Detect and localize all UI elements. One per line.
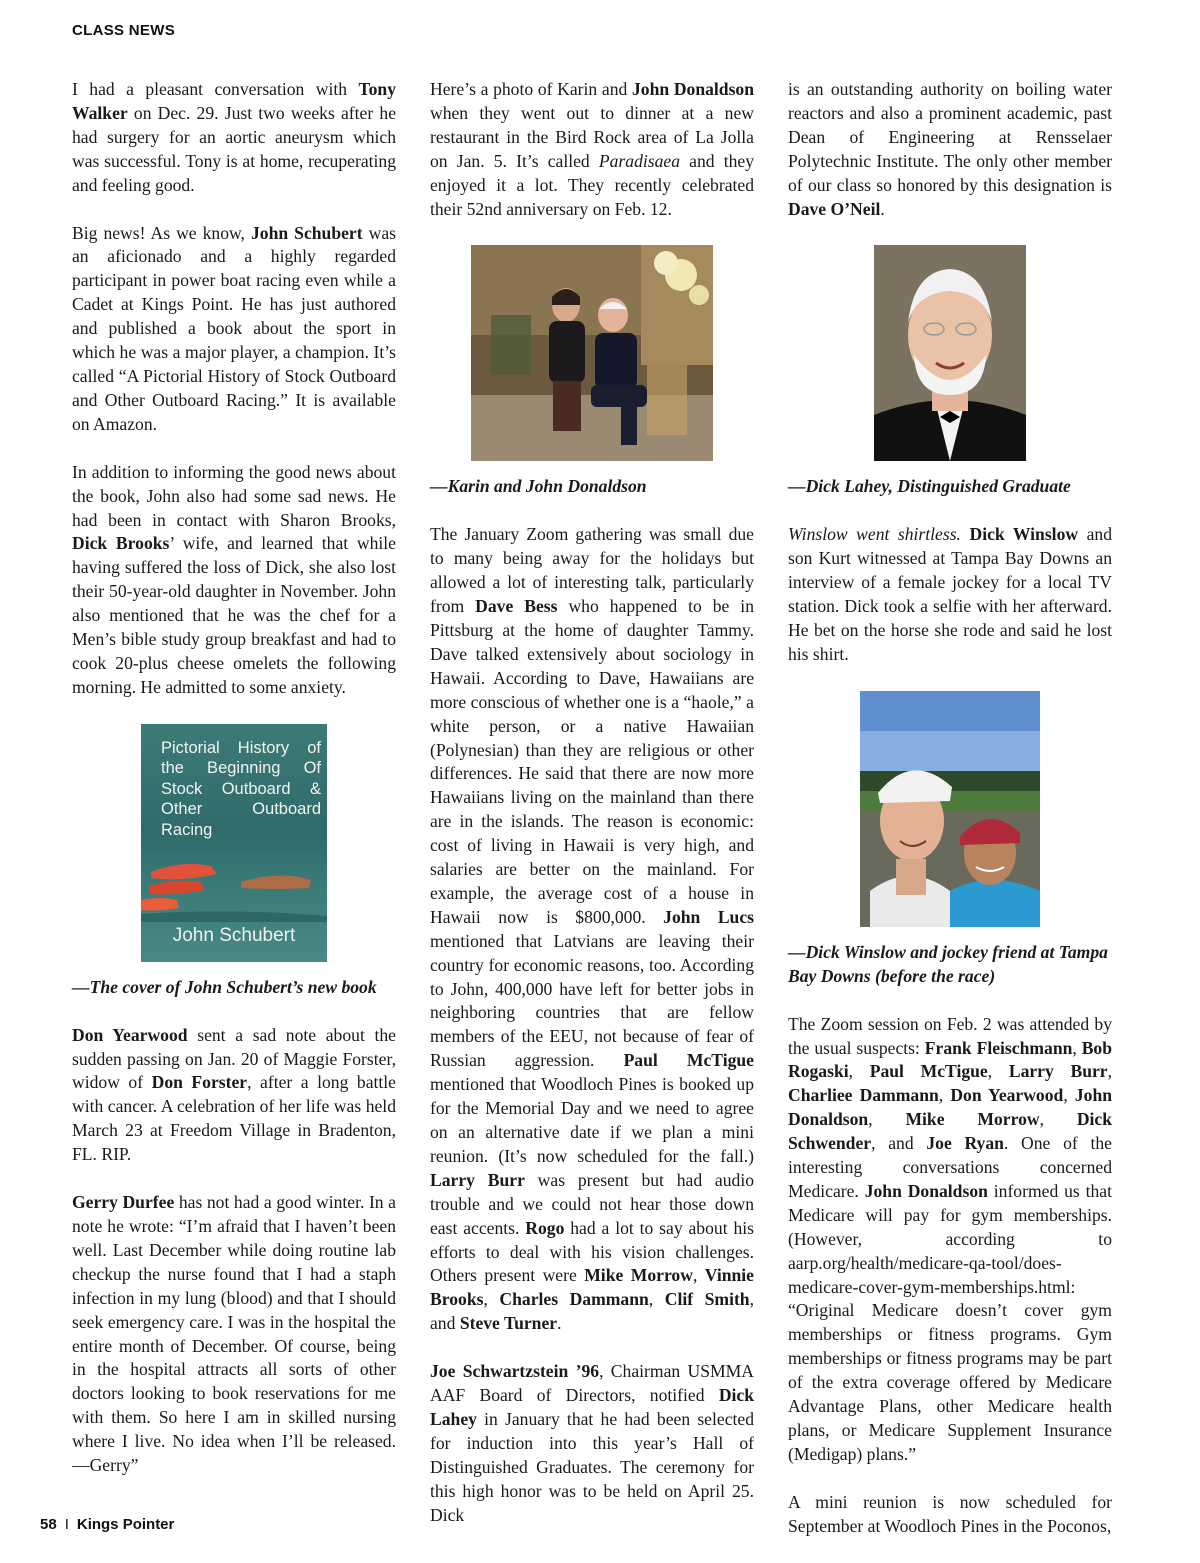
paragraph-winslow: Winslow went shirtless. Dick Winslow and son Kurt witnessed at Tampa Bay Downs an interview of a female jockey for a local TV station. Dick took a selfie with her afterward. He bet on the horse she rode and said he lost his shirt. [788, 524, 1112, 664]
page-number: 58 [40, 1516, 57, 1533]
column-1 [72, 78, 396, 1502]
paragraph-schubert-book: Big news! As we know, John Schubert was an aficionado and a highly regarded participant in power boat racing even while a Cadet at Kings Point. He has just authored and published a book about the sport in which he was a major player, a champion. It’s called “A Pictorial History of Stock Outboard and Other Outboard Racing.” It is available on Amazon. [72, 222, 396, 434]
paragraph-donaldson: Here’s a photo of Karin and John Donaldson when they went out to dinner at a new restaurant in the Bird Rock area of La Jolla on Jan. 5. It’s called Paradisaea and they enjoyed it a lot. They recently celebrated their 52nd anniversary on Feb. 12. [430, 79, 755, 219]
caption-donaldson: —Karin and John Donaldson [430, 476, 647, 497]
paragraph-schwartzstein: Joe Schwartzstein ’96, Chairman USMMA AAF Board of Directors, notified Dick Lahey in January that he had been selected for induction into this year’s Hall of Distinguished Graduates. The ceremony for this high honor was to be held on April 25. Dick [430, 1361, 755, 1525]
winslow-jockey-photo [860, 691, 1040, 927]
paragraph-lahey-bio: is an outstanding authority on boiling water reactors and also a prominent academic, past Dean of Engineering at Rensselaer Polytechnic Institute. The only other member of our class so honored by this designation is Dave O’Neil. [788, 79, 1112, 219]
paragraph-durfee: Gerry Durfee has not had a good winter. In a note he wrote: “I’m afraid that I haven’t been well. Last December while doing routine lab checkup the nurse found that I had a staph infection in my lung (blood) and that I should seek emergency care. I was in the hospital the entire month of December. Of course, being in the hospital attracts all sorts of other doctors looking to book reservations for me with them. So here I am in skilled nursing where I live. No idea when I’ll be released. —Gerry” [72, 1192, 396, 1476]
dick-lahey-photo [874, 245, 1026, 461]
section-heading: CLASS NEWS [72, 22, 176, 39]
column-2 [430, 78, 754, 1552]
paragraph-yearwood: Don Yearwood sent a sad note about the sudden passing on Jan. 20 of Maggie Forster, widow of Don Forster, after a long battle with cancer. A celebration of her life was held March 23 at Freedom Village in Bradenton, FL. RIP. [72, 1024, 396, 1165]
caption-book: —The cover of John Schubert’s new book [72, 976, 377, 997]
paragraph-tony-walker: I had a pleasant conversation with Tony Walker on Dec. 29. Just two weeks after he had surgery for an aortic aneurysm which was successful. Tony is at home, recuperating and feeling good. [72, 79, 396, 195]
footer-separator: I [64, 1516, 69, 1533]
paragraph-january-zoom: The January Zoom gathering was small due to many being away for the holidays but allowed a lot of interesting talk, particularly from Dave Bess who happened to be in Pittsburg at the home of daughter Tammy. Dave talked extensively about sociology in Hawaii. According to Dave, Hawaiians are more conscious of whether one is a “haole,” a white person, or a native Hawaiian (Polynesian) than they are religious or other differences. He said that there are now more Hawaiians living on the mainland than there are in the islands. The reason is economic: cost of living in Hawaii is very high, and salaries are better on the mainland. For example, the average cost of a house in Hawaii now is $800,000. John Lucs mentioned that Latvians are leaving their country for economic reasons, too. According to John, 400,000 have left for better jobs in neighboring countries that are fellow members of the EEU, not because of fear of Russian aggression. Paul McTigue mentioned that Woodloch Pines is booked up for the Memorial Day and we need to agree on an alternative date if we plan a mini reunion. (It’s now scheduled for the fall.) Larry Burr was present but had audio trouble and we could not hear those down east accents. Rogo had a lot to say about his efforts to deal with his vision challenges. Others present were Mike Morrow, Vinnie Brooks, Charles Dammann, Clif Smith, and Steve Turner. [430, 524, 755, 1334]
column-3 [788, 78, 1112, 1563]
karin-john-photo [471, 245, 713, 461]
book-author: John Schubert [172, 924, 296, 946]
paragraph-mini-reunion: A mini reunion is now scheduled for September at Woodloch Pines in the Poconos, [788, 1491, 1112, 1536]
magazine-name: Kings Pointer [76, 1516, 175, 1533]
boats-illustration [141, 852, 327, 922]
book-title: Pictorial History of the Beginning Of Stock Outboard & Other Outboard Racing [161, 738, 321, 839]
paragraph-feb-zoom: The Zoom session on Feb. 2 was attended by the usual suspects: Frank Fleischmann, Bob Rogaski, Paul McTigue, Larry Burr, Charliee Dammann, Don Yearwood, John Donaldson, Mike Morrow, Dick Schwender, and Joe Ryan. One of the interesting conversations concerned Medicare. John Donaldson informed us that Medicare will pay for gym memberships. (However, according to aarp.org/health/medicare-qa-tool/does-medicare-cover-gym-memberships.html: “Original Medicare doesn’t cover gym memberships or fitness programs. Gym memberships or fitness programs may be part of the extra coverage offered by Medicare Advantage Plans, other Medicare health plans, or Medicare Supplement Insurance (Medigap) plans.” [788, 1013, 1113, 1464]
book-cover-image [141, 724, 327, 962]
paragraph-sad-news: In addition to informing the good news about the book, John also had some sad news. He had been in contact with Sharon Brooks, Dick Brooks’ wife, and learned that while having suffered the loss of Dick, she also lost their 50-year-old daughter in November. John also mentioned that he was the chef for a Men’s bible study group breakfast and had to cook 20-plus cheese omelets the following morning. He admitted to some anxiety. [72, 461, 396, 697]
caption-lahey: —Dick Lahey, Distinguished Graduate [788, 476, 1071, 497]
caption-winslow: —Dick Winslow and jockey friend at Tampa Bay Downs (before the race) [788, 941, 1108, 986]
page-footer [40, 1516, 174, 1533]
